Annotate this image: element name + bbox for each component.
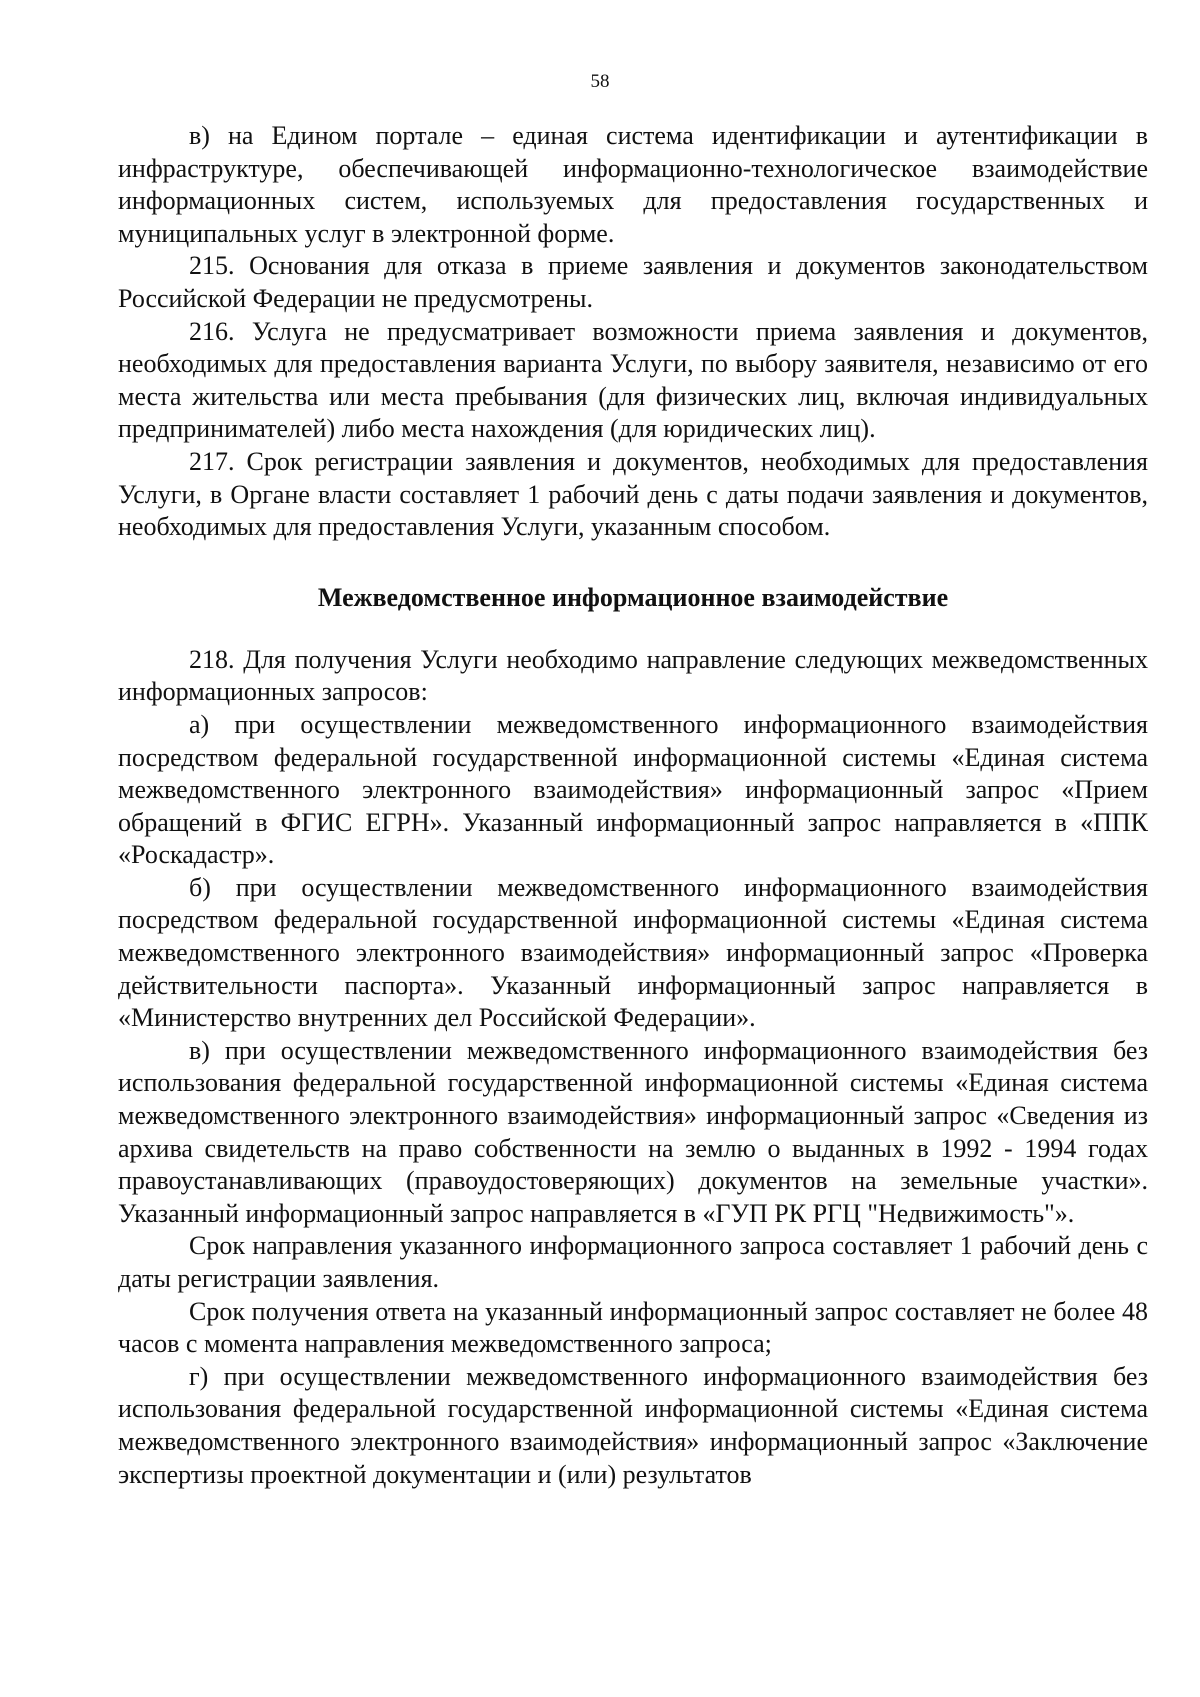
paragraph-item-a: а) при осуществлении межведомственного информационного взаимодействия посредством федеральной государственной информационной системы «Единая система межведомственного электронного взаимодействия» информационный запрос «Прием обращений в ФГИС ЕГРН». Указанный информационный запрос направляется в «ППК «Роскадастр». bbox=[118, 709, 1148, 870]
page-number: 58 bbox=[590, 71, 610, 92]
paragraph-217: 217. Срок регистрации заявления и документов, необходимых для предоставления Услуги, в Органе власти составляет 1 рабочий день с даты подачи заявления и документов, необходимых для предоставления Услуги, указанным способом. bbox=[118, 446, 1148, 542]
paragraph-215: 215. Основания для отказа в приеме заявления и документов законодательством Российской Федерации не предусмотрены. bbox=[118, 251, 1148, 313]
paragraph-218: 218. Для получения Услуги необходимо направление следующих межведомственных информационных запросов: bbox=[118, 644, 1148, 707]
section-heading: Межведомственное информационное взаимодействие bbox=[317, 582, 949, 612]
paragraph-response-deadline: Срок получения ответа на указанный информационный запрос составляет не более 48 часов с момента направления межведомственного запроса; bbox=[118, 1296, 1148, 1359]
document-body bbox=[118, 120, 1148, 1491]
paragraph-216: 216. Услуга не предусматривает возможности приема заявления и документов, необходимых для предоставления варианта Услуги, по выбору заявителя, независимо от его места жительства или места пребывания (для физических лиц, включая индивидуальных предпринимателей) либо места нахождения (для юридических лиц). bbox=[118, 316, 1148, 444]
paragraph-request-deadline: Срок направления указанного информационного запроса составляет 1 рабочий день с даты регистрации заявления. bbox=[118, 1231, 1148, 1293]
paragraph-item-v-portal: в) на Едином портале – единая система идентификации и аутентификации в инфраструктуре, обеспечивающей информационно-технологическое взаимодействие информационных систем, используемых для предоставления государственных и муниципальных услуг в электронной форме. bbox=[118, 121, 1148, 248]
paragraph-item-g: г) при осуществлении межведомственного информационного взаимодействия без использования федеральной государственной информационной системы «Единая система межведомственного электронного взаимодействия» информационный запрос «Заключение экспертизы проектной документации и (или) результатов bbox=[118, 1361, 1148, 1489]
paragraph-item-v: в) при осуществлении межведомственного информационного взаимодействия без использования федеральной государственной информационной системы «Единая система межведомственного электронного взаимодействия» информационный запрос «Сведения из архива свидетельств на право собственности на землю о выданных в 1992 - 1994 годах правоустанавливающих (правоудостоверяющих) документов на земельные участки». Указанный информационный запрос направляется в «ГУП РК РГЦ "Недвижимость"». bbox=[118, 1035, 1148, 1228]
paragraph-item-b: б) при осуществлении межведомственного информационного взаимодействия посредством федеральной государственной информационной системы «Единая система межведомственного электронного взаимодействия» информационный запрос «Проверка действительности паспорта». Указанный информационный запрос направляется в «Министерство внутренних дел Российской Федерации». bbox=[118, 872, 1148, 1033]
